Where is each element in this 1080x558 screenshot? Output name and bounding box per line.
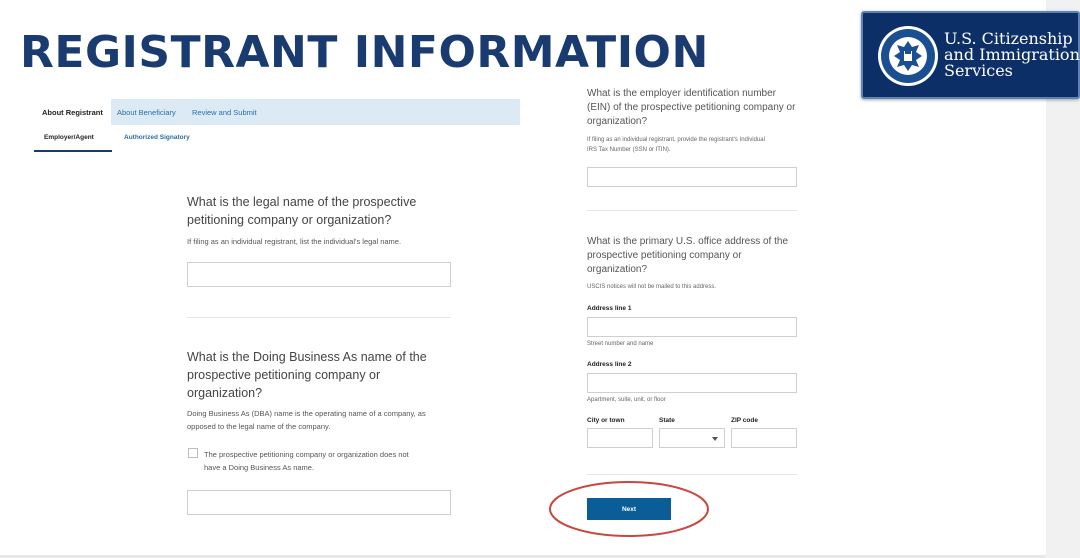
state-select[interactable] (659, 428, 725, 448)
chevron-down-icon (712, 437, 718, 441)
state-label: State (659, 417, 675, 424)
zip-label: ZIP code (731, 417, 758, 424)
address-line-1-label: Address line 1 (587, 305, 632, 312)
no-dba-checkbox-label-line-2: have a Doing Business As name. (204, 463, 315, 472)
tab-review-and-submit[interactable]: Review and Submit (192, 108, 257, 117)
sub-tabs (34, 127, 520, 153)
city-input[interactable] (587, 428, 653, 448)
ein-question-line-3: organization? (587, 116, 648, 127)
no-dba-checkbox-label-line-1: The prospective petitioning company or organization does not (204, 450, 409, 459)
tab-about-registrant[interactable]: About Registrant (34, 99, 111, 125)
address-question-line-2: prospective petitioning company or (587, 250, 742, 261)
dba-hint-line-2: opposed to the legal name of the company. (187, 422, 331, 431)
slide-title: REGISTRANT INFORMATION (20, 27, 709, 78)
dhs-seal-icon (877, 25, 939, 87)
tab-about-beneficiary[interactable]: About Beneficiary (117, 108, 176, 117)
dba-input[interactable] (187, 490, 451, 515)
address-line-2-hint: Apartment, suite, unit, or floor (587, 397, 666, 403)
legal-name-question-line-1: What is the legal name of the prospective (187, 195, 417, 209)
zip-input[interactable] (731, 428, 797, 448)
ein-question-line-2: (EIN) of the prospective petitioning company or (587, 102, 796, 113)
logo-line-1: U.S. Citizenship (944, 29, 1073, 48)
legal-name-hint: If filing as an individual registrant, list the individual's legal name. (187, 237, 402, 246)
section-divider (587, 210, 797, 211)
address-hint: USCIS notices will not be mailed to this address. (587, 284, 717, 290)
logo-line-3: Services (944, 61, 1013, 80)
active-subtab-indicator (34, 150, 112, 152)
dba-question-line-1: What is the Doing Business As name of the (187, 350, 427, 364)
subtab-authorized-signatory[interactable]: Authorized Signatory (124, 134, 190, 141)
logo-line-2: and Immigration (944, 45, 1080, 64)
dba-question-line-3: organization? (187, 386, 263, 400)
next-button[interactable]: Next (587, 498, 671, 520)
ein-hint-line-1: If filing as an individual registrant, provide the registrant's Individual (587, 137, 765, 143)
dba-question-line-2: prospective petitioning company or (187, 368, 381, 382)
section-divider (187, 317, 451, 318)
ein-input[interactable] (587, 167, 797, 187)
no-dba-checkbox[interactable] (188, 448, 198, 458)
address-line-2-input[interactable] (587, 373, 797, 393)
address-question-line-1: What is the primary U.S. office address of the (587, 236, 789, 247)
ein-question-line-1: What is the employer identification number (587, 88, 776, 99)
subtab-employer-agent[interactable]: Employer/Agent (44, 134, 94, 141)
address-line-1-input[interactable] (587, 317, 797, 337)
address-question-line-3: organization? (587, 264, 648, 275)
city-label: City or town (587, 417, 625, 424)
legal-name-input[interactable] (187, 262, 451, 287)
address-line-2-label: Address line 2 (587, 361, 632, 368)
address-line-1-hint: Street number and name (587, 341, 654, 347)
main-tabs (34, 99, 520, 125)
dba-hint-line-1: Doing Business As (DBA) name is the operating name of a company, as (187, 409, 426, 418)
uscis-logo (861, 11, 1080, 99)
section-divider (587, 474, 797, 475)
legal-name-question-line-2: petitioning company or organization? (187, 213, 392, 227)
ein-hint-line-2: IRS Tax Number (SSN or ITIN). (587, 147, 671, 153)
